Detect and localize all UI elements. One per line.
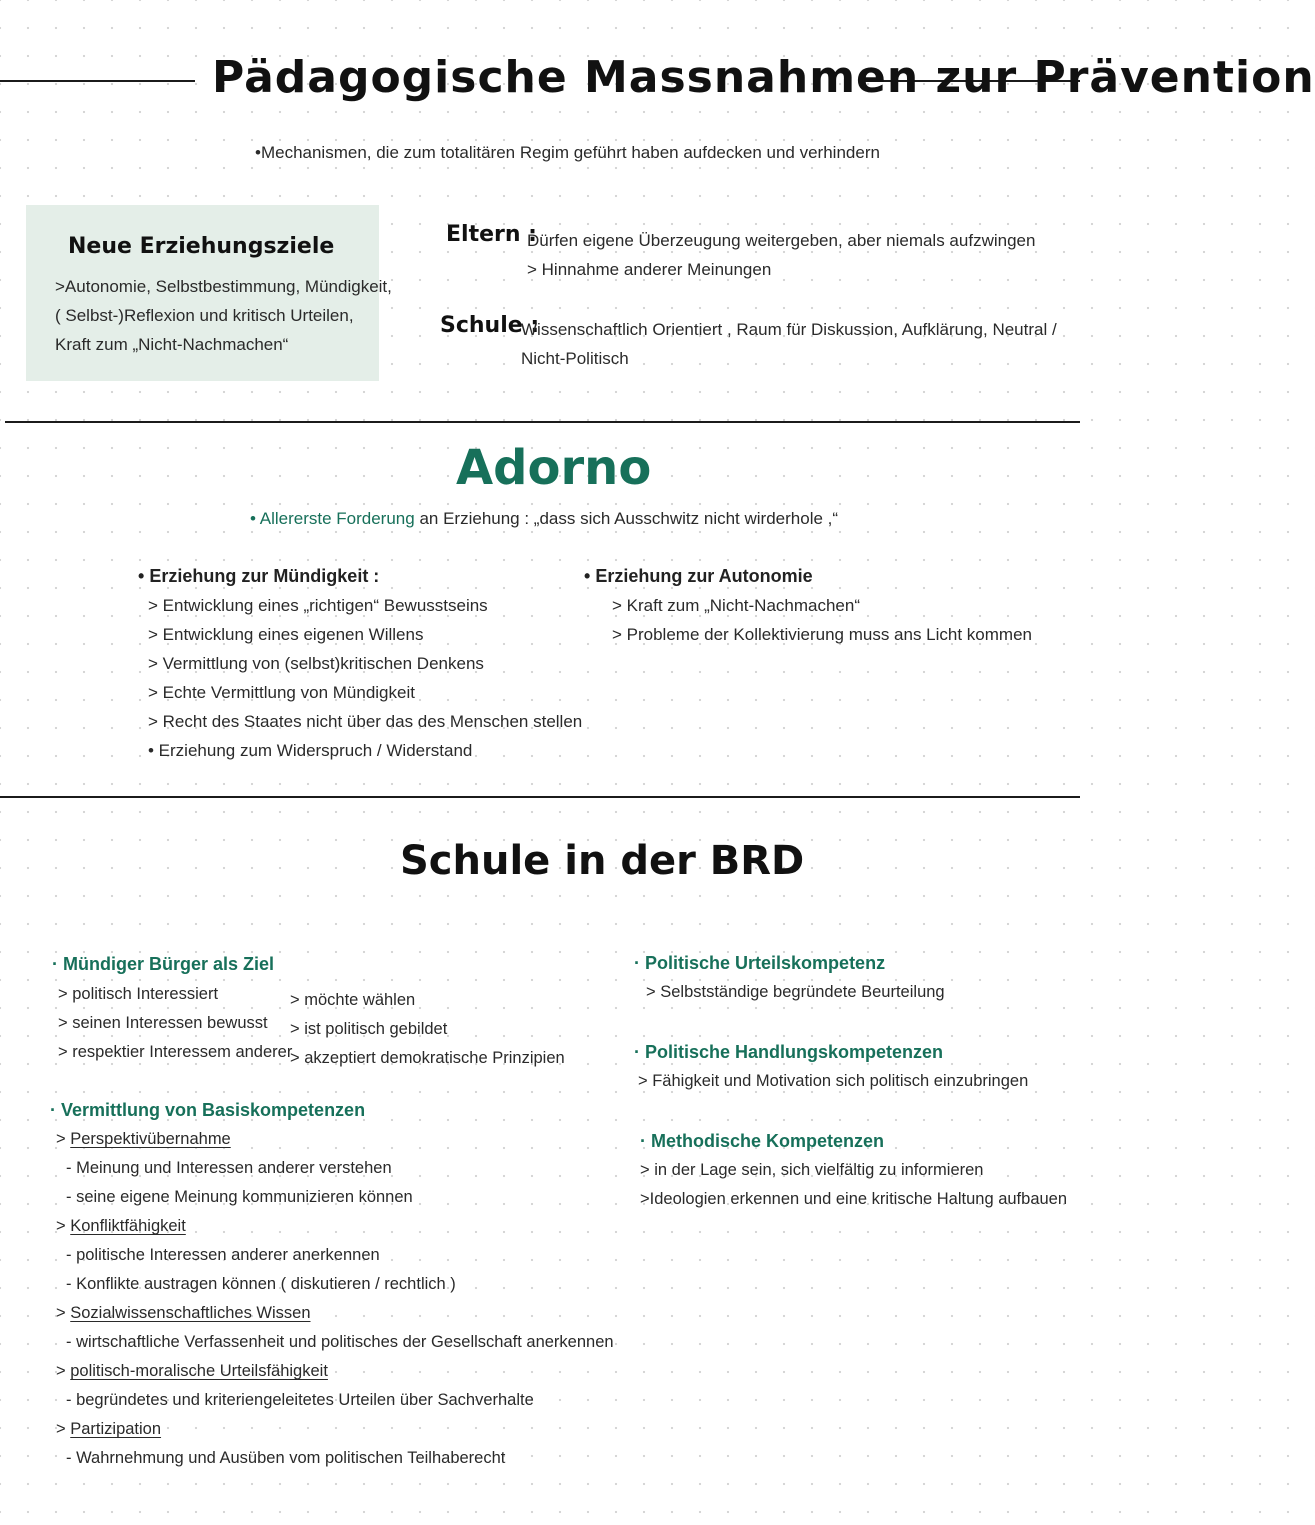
muendigkeit-heading: • Erziehung zur Mündigkeit : bbox=[138, 566, 380, 586]
adorno-demand-text: an Erziehung : „dass sich Ausschwitz nicht wirderhole ,“ bbox=[419, 509, 839, 528]
autonomie-item: > Kraft zum „Nicht-Nachmachen“ bbox=[612, 596, 860, 615]
basis-group-title: > Konfliktfähigkeit bbox=[56, 1217, 186, 1235]
adorno-demand: • Allererste Forderung an Erziehung : „dass sich Ausschwitz nicht wirderhole ,“ bbox=[250, 509, 839, 528]
goals-heading: Neue Erziehungsziele bbox=[68, 234, 335, 259]
muendigkeit-item: > Entwicklung eines eigenen Willens bbox=[148, 625, 424, 644]
urteil-item: > Selbstständige begründete Beurteilung bbox=[646, 983, 945, 1001]
basis-item: - Wahrnehmung und Ausüben vom politischen Teilhaberecht bbox=[66, 1449, 506, 1467]
buerger-heading: · Mündiger Bürger als Ziel bbox=[52, 954, 275, 974]
basis-group-title: > Perspektivübernahme bbox=[56, 1130, 231, 1148]
basis-item: - wirtschaftliche Verfassenheit und politisches der Gesellschaft anerkennen bbox=[66, 1333, 614, 1351]
goals-line: ( Selbst-)Reflexion und kritisch Urteilen, bbox=[55, 306, 354, 325]
methodisch-item: >Ideologien erkennen und eine kritische Haltung aufbauen bbox=[640, 1190, 1068, 1208]
autonomie-heading: • Erziehung zur Autonomie bbox=[584, 566, 813, 586]
eltern-line: Dürfen eigene Überzeugung weitergeben, aber niemals aufzwingen bbox=[527, 231, 1036, 250]
buerger-item: > ist politisch gebildet bbox=[290, 1020, 448, 1038]
methodisch-item: > in der Lage sein, sich vielfältig zu informieren bbox=[640, 1161, 984, 1179]
header-rule-left bbox=[0, 80, 195, 82]
handlung-item: > Fähigkeit und Motivation sich politisch einzubringen bbox=[638, 1072, 1029, 1090]
adorno-demand-prefix: Allererste Forderung bbox=[259, 509, 415, 528]
buerger-item: > respektier Interessem anderer bbox=[58, 1043, 293, 1061]
schule-label: Schule : bbox=[440, 313, 540, 338]
eltern-text bbox=[527, 226, 1035, 284]
basis-heading: · Vermittlung von Basiskompetenzen bbox=[50, 1100, 366, 1120]
schule-line: Wissenschaftlich Orientiert , Raum für Diskussion, Aufklärung, Neutral / bbox=[521, 320, 1057, 339]
muendigkeit-item: • Erziehung zum Widerspruch / Widerstand bbox=[148, 741, 473, 760]
muendigkeit-block bbox=[138, 562, 582, 765]
page-title: Pädagogische Massnahmen zur Prävention bbox=[212, 52, 1315, 103]
basis-item: - Konflikte austragen können ( diskutieren / rechtlich ) bbox=[66, 1275, 456, 1293]
goals-line: Kraft zum „Nicht-Nachmachen“ bbox=[55, 335, 289, 354]
brd-title: Schule in der BRD bbox=[400, 838, 805, 884]
handlung-block bbox=[634, 1038, 1028, 1096]
section-divider bbox=[0, 796, 1080, 798]
buerger-item: > möchte wählen bbox=[290, 991, 416, 1009]
goals-lines bbox=[55, 272, 392, 359]
methodisch-heading: · Methodische Kompetenzen bbox=[640, 1131, 885, 1151]
adorno-title: Adorno bbox=[456, 440, 652, 496]
buerger-right bbox=[290, 986, 565, 1073]
muendigkeit-item: > Vermittlung von (selbst)kritischen Denkens bbox=[148, 654, 484, 673]
schule-text bbox=[521, 315, 1057, 373]
buerger-left bbox=[58, 980, 292, 1067]
methodisch-block bbox=[640, 1127, 1067, 1214]
muendigkeit-item: > Entwicklung eines „richtigen“ Bewusstseins bbox=[148, 596, 488, 615]
eltern-line: > Hinnahme anderer Meinungen bbox=[527, 260, 772, 279]
autonomie-item: > Probleme der Kollektivierung muss ans Licht kommen bbox=[612, 625, 1032, 644]
autonomie-block bbox=[584, 562, 1032, 649]
basis-item: - politische Interessen anderer anerkennen bbox=[66, 1246, 380, 1264]
eltern-label: Eltern : bbox=[446, 222, 537, 247]
basis-block bbox=[50, 1096, 614, 1473]
basis-item: - seine eigene Meinung kommunizieren können bbox=[66, 1188, 413, 1206]
buerger-item: > politisch Interessiert bbox=[58, 985, 219, 1003]
buerger-block bbox=[52, 950, 274, 979]
basis-group-title: > Partizipation bbox=[56, 1420, 162, 1438]
buerger-item: > akzeptiert demokratische Prinzipien bbox=[290, 1049, 565, 1067]
basis-item: - Meinung und Interessen anderer verstehen bbox=[66, 1159, 392, 1177]
basis-group-title: > politisch-moralische Urteilsfähigkeit bbox=[56, 1362, 328, 1380]
schule-line: Nicht-Politisch bbox=[521, 349, 629, 368]
urteil-heading: · Politische Urteilskompetenz bbox=[634, 953, 886, 973]
page-subtitle: •Mechanismen, die zum totalitären Regim geführt haben aufdecken und verhindern bbox=[255, 143, 880, 162]
muendigkeit-item: > Echte Vermittlung von Mündigkeit bbox=[148, 683, 415, 702]
section-divider bbox=[5, 421, 1080, 423]
buerger-item: > seinen Interessen bewusst bbox=[58, 1014, 268, 1032]
muendigkeit-item: > Recht des Staates nicht über das des Menschen stellen bbox=[148, 712, 583, 731]
basis-item: - begründetes und kriteriengeleitetes Urteilen über Sachverhalte bbox=[66, 1391, 534, 1409]
handlung-heading: · Politische Handlungskompetenzen bbox=[634, 1042, 944, 1062]
basis-group-title: > Sozialwissenschaftliches Wissen bbox=[56, 1304, 311, 1322]
urteil-block bbox=[634, 949, 945, 1007]
goals-line: >Autonomie, Selbstbestimmung, Mündigkeit, bbox=[55, 277, 392, 296]
